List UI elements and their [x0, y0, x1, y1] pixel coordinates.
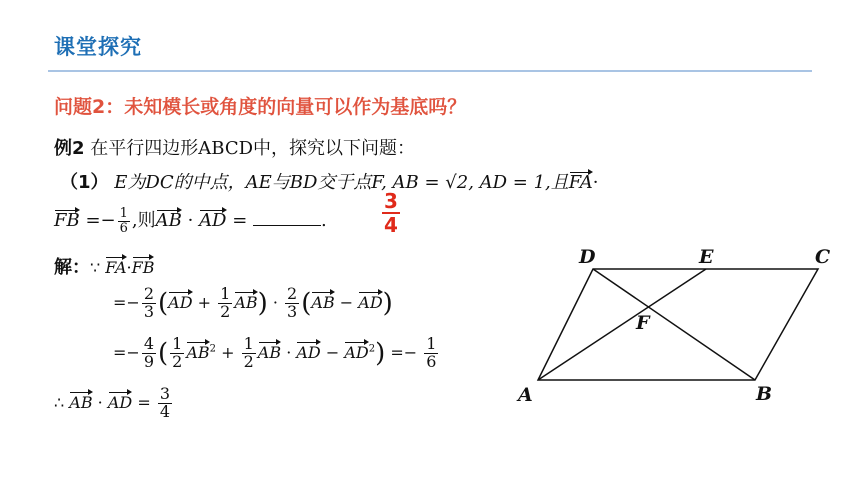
solution-line1	[54, 256, 154, 280]
vector-AB-s4: AB	[69, 391, 92, 415]
answer-fraction	[382, 190, 400, 236]
fraction-2-3b: $\frac{2}{3}$	[287, 284, 298, 321]
point-label-D: D	[579, 246, 596, 268]
fraction-final-3-4: $\frac{3}{4}$	[159, 384, 170, 421]
fraction-1-2-s3: $\frac{1}{2}$	[172, 334, 183, 371]
dot-operator-2: ·	[187, 210, 194, 232]
header-divider	[48, 70, 812, 72]
example-intro-text: 在平行四边形ABCD中，探究以下问题：	[84, 138, 416, 159]
solution-line3: =− $\frac{4}{9}$ ( $\frac{1}{2}$ $AB^2$ + $\frac{1}{2}$ AB · AD − $AD^2$) =− $\frac{1}{6}$	[113, 334, 437, 371]
dot-operator-sol: ·	[126, 258, 132, 277]
therefore-symbol: ∴	[54, 392, 70, 412]
parallelogram-diagram	[500, 235, 840, 415]
fraction-2-3: $\frac{2}{3}$	[143, 284, 154, 321]
vector-FA-sol: FA	[105, 256, 126, 280]
solution-line4: ∴ AB · AD = $\frac{3}{4}$	[54, 384, 170, 421]
vector-AD-s2: AD	[168, 291, 192, 315]
period: .	[321, 210, 327, 232]
fraction-1-2: $\frac{1}{2}$	[220, 284, 231, 321]
part1-text: E为DC的中点，AE与BD交于点F, AB = √2, AD = 1,且	[108, 172, 569, 193]
example-label: 例2	[54, 138, 85, 159]
segment-BD	[593, 269, 755, 380]
solution-line2: =− $\frac{2}{3}$ (AD + $\frac{1}{2}$ AB) · $\frac{2}{3}$ (AB − AD)	[113, 284, 393, 321]
point-label-A: A	[518, 384, 533, 406]
vector-AD-s3: AD	[296, 341, 320, 365]
fraction-1-2-s3b: $\frac{1}{2}$	[243, 334, 254, 371]
part1-line1	[60, 171, 598, 195]
vector-AD-s3b: AD	[344, 341, 368, 365]
equals-negative: =−	[79, 210, 116, 232]
square-exp-2: 2	[368, 343, 376, 355]
point-label-C: C	[815, 246, 831, 268]
vector-AB-s2: AB	[234, 291, 257, 315]
vector-AD: AD	[199, 210, 227, 232]
question-heading: 问题2：未知模长或角度的向量可以作为基底吗？	[54, 96, 467, 118]
minus-sign: =−	[113, 292, 140, 312]
vector-AB-s2b: AB	[311, 291, 334, 315]
part1-line2	[54, 207, 327, 235]
minus-sign-3: =−	[113, 342, 140, 362]
fraction-result-1-6: $\frac{1}{6}$	[426, 334, 437, 371]
point-label-F: F	[636, 312, 650, 334]
vector-FB: FB	[54, 210, 80, 232]
point-label-B: B	[756, 383, 773, 405]
segment-AE	[538, 269, 706, 380]
vector-AB-s3b: AB	[258, 341, 281, 365]
equals: =	[226, 210, 254, 232]
vector-AB: AB	[155, 210, 182, 232]
answer-numerator: 3	[384, 189, 398, 213]
fraction-4-9: $\frac{4}{9}$	[143, 334, 154, 371]
parallelogram-ABCD	[538, 269, 818, 380]
vector-FB-sol: FB	[132, 256, 155, 280]
vector-AD-s2b: AD	[358, 291, 382, 315]
vector-AB-s3: AB	[186, 341, 209, 365]
because-symbol: ∵	[90, 258, 106, 277]
point-label-E: E	[699, 246, 714, 268]
part-label: （1）	[60, 172, 109, 193]
answer-denominator: 4	[384, 213, 398, 237]
dot-operator: ·	[592, 172, 599, 193]
solution-label: 解：	[54, 257, 90, 278]
page-title: 课堂探究	[54, 35, 142, 59]
vector-AD-s4: AD	[108, 391, 132, 415]
example-intro	[54, 137, 415, 161]
vector-FA: FA	[568, 172, 593, 193]
then-text: ,则	[131, 210, 156, 232]
answer-blank	[253, 209, 321, 226]
fraction-one-sixth: $\frac{1}{6}$	[119, 206, 128, 236]
square-exp: 2	[209, 343, 217, 355]
